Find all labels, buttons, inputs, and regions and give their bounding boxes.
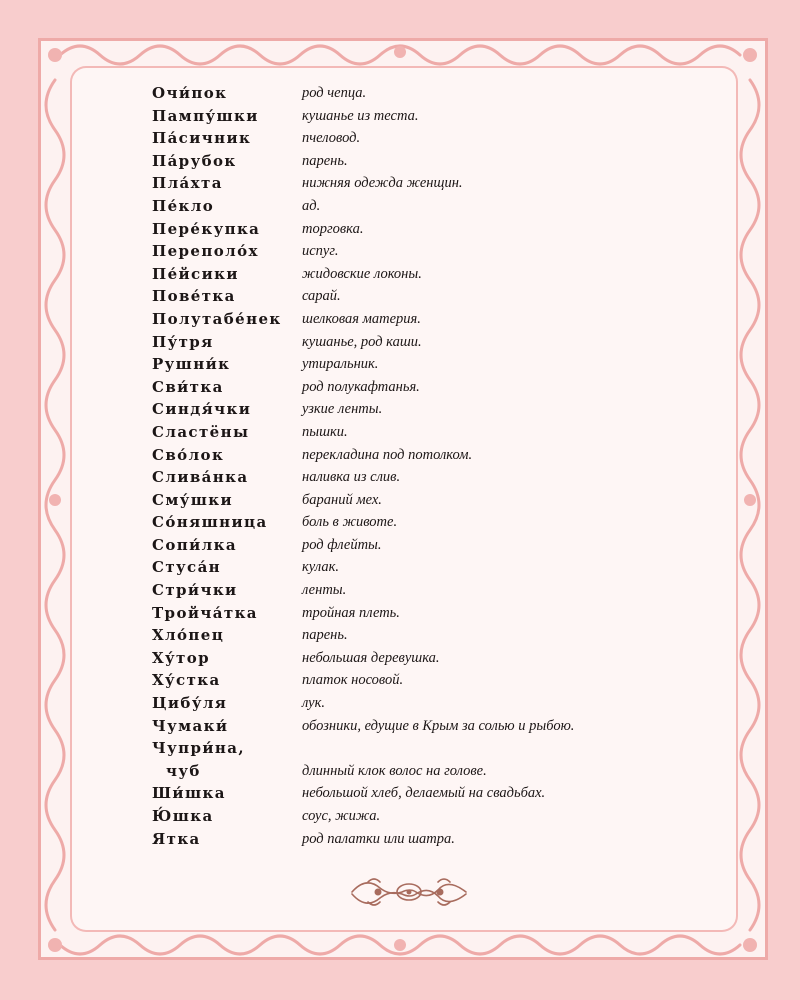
glossary-term: Ятка [152,829,201,848]
glossary-row [152,534,752,557]
glossary-list [152,82,752,850]
glossary-row [152,737,752,782]
glossary-definition: перекладина под потолком. [302,446,473,463]
glossary-term: Переполо́х [152,242,259,261]
glossary-row [152,556,752,579]
glossary-row [152,511,752,534]
glossary-definition: кушанье, род каши. [302,333,422,350]
glossary-term: Пе́кло [152,196,215,215]
glossary-definition: небольшая деревушка. [302,649,440,666]
glossary-term: Тройча́тка [152,603,258,622]
glossary-term: Ши́шка [152,784,226,803]
glossary-term: Пере́купка [152,219,261,238]
glossary-definition: сарай. [302,288,341,305]
glossary-row [152,579,752,602]
glossary-definition: платок носовой. [302,672,404,689]
glossary-term-line1: Чупри́на, [152,739,246,758]
glossary-term: Ху́стка [152,671,221,690]
glossary-term: Пла́хта [152,174,223,193]
glossary-row [152,263,752,286]
glossary-definition: парень. [302,627,348,644]
glossary-definition: жидовские локоны. [302,265,422,282]
glossary-definition: небольшой хлеб, делаемый на свадьбах. [302,785,546,802]
glossary-row [152,285,752,308]
glossary-row [152,782,752,805]
glossary-row [152,715,752,738]
glossary-term: Пу́тря [152,332,214,351]
glossary-definition: утиральник. [302,356,379,373]
glossary-row [152,669,752,692]
glossary-row [152,421,752,444]
glossary-definition: ленты. [302,582,347,599]
glossary-term [152,737,302,782]
glossary-row [152,172,752,195]
glossary-term: Синдя́чки [152,400,252,419]
glossary-definition: шелковая материя. [302,310,421,327]
glossary-definition: род полукафтанья. [302,378,420,395]
glossary-term: Рушни́к [152,355,231,374]
glossary-term: Стуса́н [152,558,222,577]
glossary-term: Очи́пок [152,84,228,102]
glossary-definition: пышки. [302,423,348,440]
glossary-term: Слива́нка [152,468,249,487]
glossary-term-line2: чуб [166,761,201,780]
glossary-row [152,376,752,399]
glossary-row [152,624,752,647]
glossary-term: Сви́тка [152,377,224,396]
glossary-row [152,647,752,670]
glossary-row [152,398,752,421]
glossary-definition: кулак. [302,559,339,576]
glossary-definition: род флейты. [302,536,382,553]
glossary-term: Сластёны [152,422,250,441]
glossary-row [152,805,752,828]
glossary-term: Па́рубок [152,151,237,170]
glossary-row [152,602,752,625]
glossary-definition: пчеловод. [302,130,361,147]
glossary-row [152,127,752,150]
glossary-term: Ю́шка [152,807,214,825]
glossary-definition: торговка. [302,220,364,237]
glossary-term: Пове́тка [152,287,236,306]
glossary-row [152,150,752,173]
glossary-definition: соус, жижа. [302,808,381,824]
glossary-row [152,692,752,715]
glossary-definition: ад. [302,197,321,214]
glossary-definition: бараний мех. [302,491,382,508]
glossary-definition: лук. [302,695,325,712]
glossary-term: Чумаки́ [152,716,229,735]
glossary-definition: наливка из слив. [302,469,401,486]
glossary-definition: обозники, едущие в Крым за солью и рыбою. [302,717,575,734]
glossary-term: Ху́тор [152,648,211,667]
glossary-definition: боль в животе. [302,514,398,531]
glossary-row [152,353,752,376]
glossary-definition: парень. [302,152,348,169]
glossary-term: Стри́чки [152,581,238,600]
glossary-row [152,195,752,218]
glossary-row [152,466,752,489]
glossary-row [152,308,752,331]
glossary-term: Пампу́шки [152,106,259,125]
glossary-term: Пе́йсики [152,264,239,283]
glossary-definition: нижняя одежда женщин. [302,175,463,192]
glossary-definition: испуг. [302,243,339,260]
glossary-row [152,828,752,851]
glossary-definition: длинный клок волос на голове. [302,762,487,779]
glossary-row [152,489,752,512]
glossary-row [152,240,752,263]
glossary-definition: род палатки или шатра. [302,830,455,847]
glossary-term: Па́сичник [152,129,252,148]
glossary-term: Полутабе́нек [152,309,282,328]
glossary-row [152,82,752,105]
glossary-definition: тройная плеть. [302,604,400,621]
glossary-term: Сму́шки [152,490,234,509]
glossary-row [152,218,752,241]
glossary-term: Хло́пец [152,626,225,645]
glossary-row [152,444,752,467]
glossary-definition: род чепца. [302,85,367,101]
glossary-row [152,331,752,354]
glossary-term: Сопи́лка [152,535,237,554]
glossary-term: Цибу́ля [152,694,228,713]
glossary-term: Сво́лок [152,445,225,464]
glossary-term: Со́няшница [152,513,268,532]
glossary-row [152,105,752,128]
glossary-definition: узкие ленты. [302,401,383,418]
glossary-definition: кушанье из теста. [302,107,419,124]
